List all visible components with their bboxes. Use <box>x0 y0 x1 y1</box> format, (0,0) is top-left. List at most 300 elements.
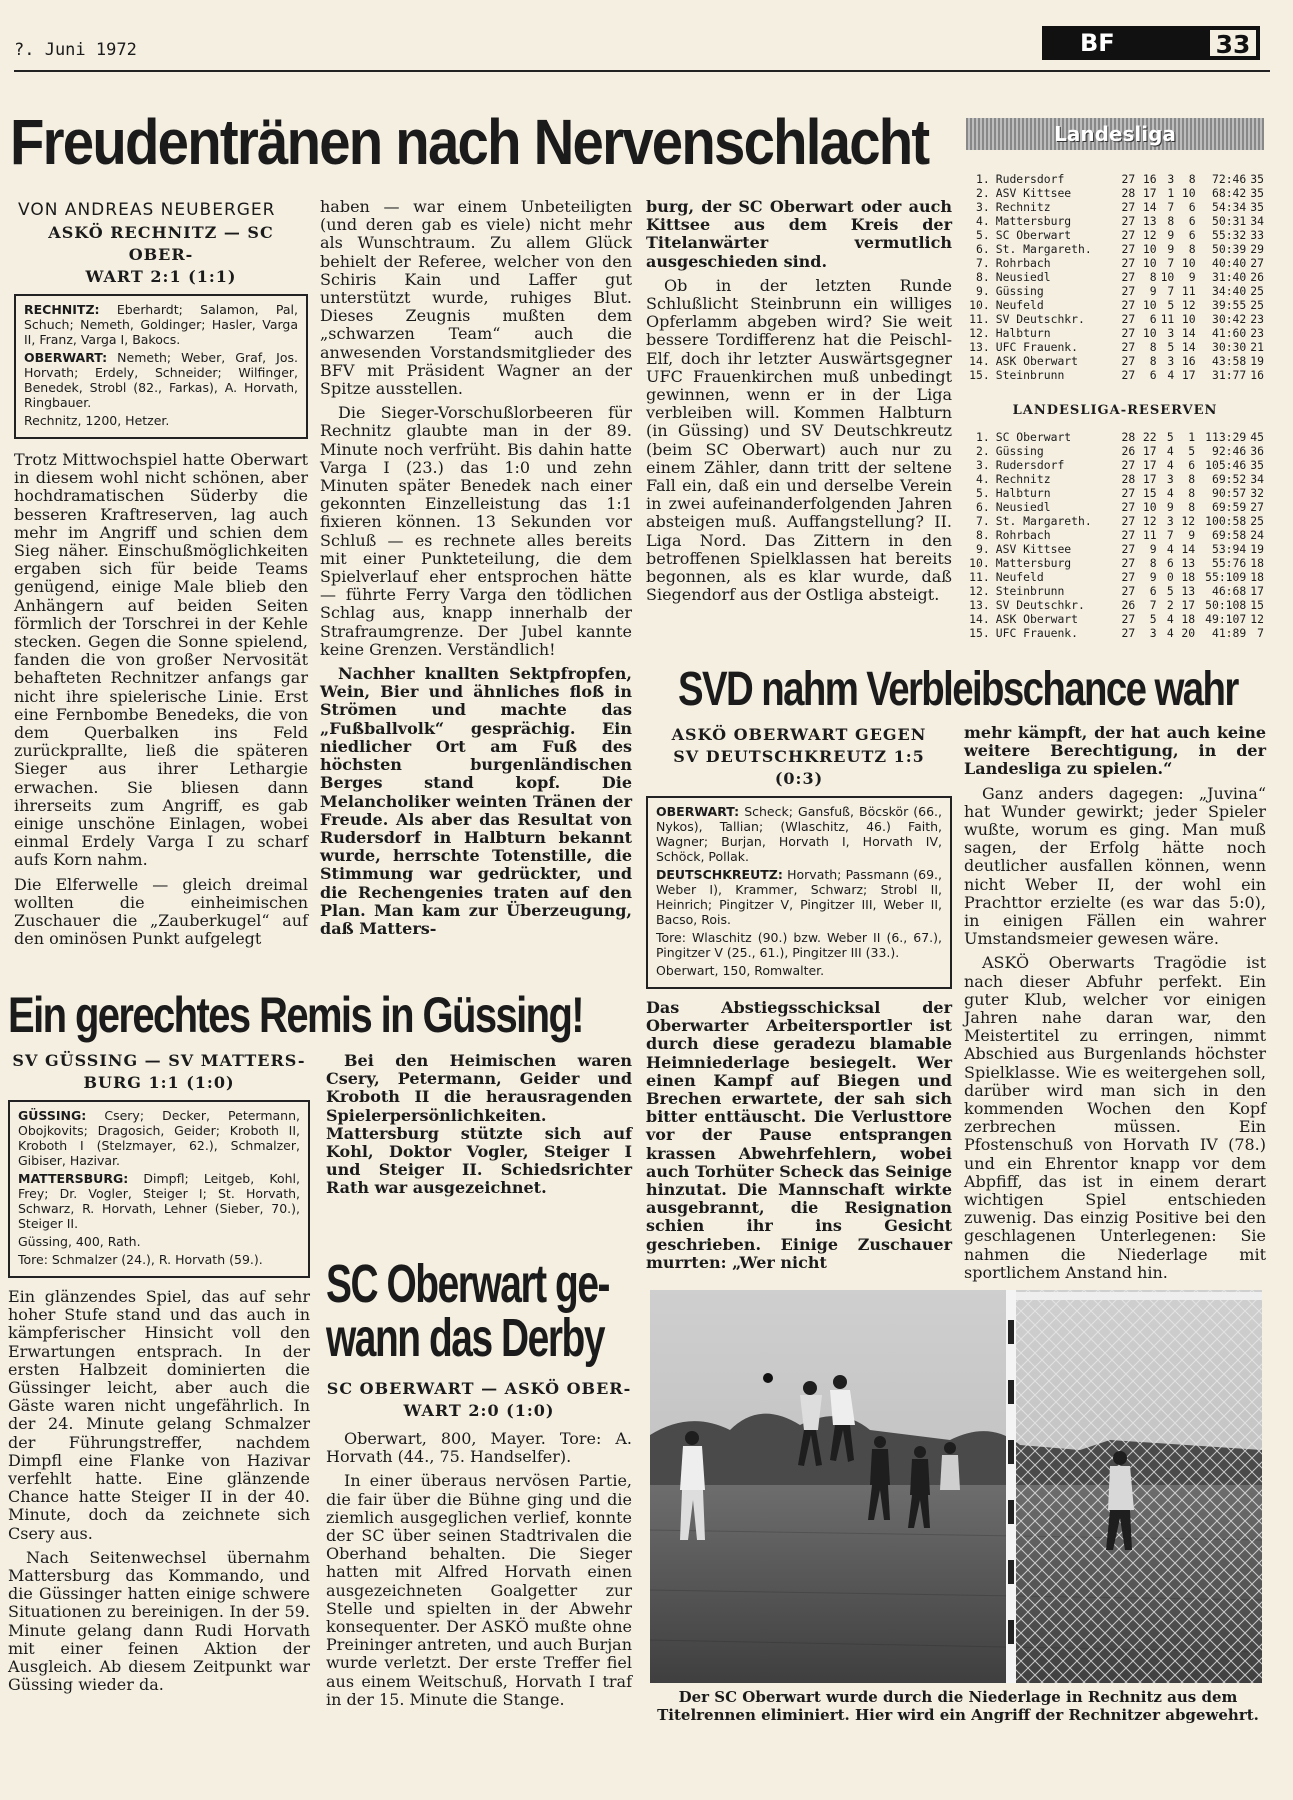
goals-cell: 40:40 <box>1211 256 1247 270</box>
goals-cell: 50:31 <box>1211 214 1247 228</box>
games-cell: 27 <box>1121 528 1136 542</box>
paragraph: Ganz anders dagegen: „Juvina“ hat Wunder gewirkt; jeder Spieler wußte, worum es ging. Man muß sagen, der Erfolg hätte noch deutlicher ausfallen können, wenn nicht Weber II, der wohl ein Prachttor erzielte (es war das 5:0), in einigen Fällen ein wahrer Umstandsmeier gewesen wäre. <box>964 783 1266 949</box>
standings-row <box>966 528 1264 542</box>
standings-row <box>966 354 1264 368</box>
goals-cell: 39:55 <box>1211 298 1247 312</box>
points-cell: 35 <box>1250 186 1264 200</box>
points-cell: 35 <box>1250 458 1264 472</box>
rank-cell: 6. <box>976 500 990 514</box>
points-cell: 34 <box>1250 214 1264 228</box>
paragraph: burg, der SC Oberwart oder auch Kittsee aus dem Kreis der Titelanwärter vermutlich ausgeschieden sind. <box>646 197 952 271</box>
standings-row <box>966 368 1264 382</box>
article1-col3 <box>646 198 952 610</box>
headline-guessing: Ein gerechtes Remis in Güssing! <box>8 987 584 1043</box>
draws-cell: 5 <box>1166 430 1174 444</box>
wins-cell: 7 <box>1149 598 1157 612</box>
games-cell: 27 <box>1121 270 1136 284</box>
points-cell: 45 <box>1250 430 1264 444</box>
byline: VON ANDREAS NEUBERGER <box>18 200 276 220</box>
team-cell: UFC Frauenk. <box>995 626 1079 640</box>
goals-cell: 43:58 <box>1211 354 1247 368</box>
standings-row <box>966 430 1264 444</box>
wins-cell: 6 <box>1149 584 1157 598</box>
games-cell: 27 <box>1121 556 1136 570</box>
points-cell: 17 <box>1250 584 1264 598</box>
standings-row <box>966 256 1264 270</box>
standings-row <box>966 626 1264 640</box>
match-line: ASKÖ RECHNITZ — SC OBER- <box>48 223 274 264</box>
lineup-box <box>8 1100 310 1278</box>
team-cell: Mattersburg <box>995 556 1072 570</box>
team-cell: Rohrbach <box>995 256 1051 270</box>
rank-cell: 12. <box>969 326 990 340</box>
team-cell: Neufeld <box>995 298 1044 312</box>
rank-cell: 7. <box>976 514 990 528</box>
games-cell: 27 <box>1121 542 1136 556</box>
losses-cell: 1 <box>1188 430 1196 444</box>
draws-cell: 4 <box>1166 444 1174 458</box>
points-cell: 27 <box>1250 500 1264 514</box>
match-photo <box>650 1290 1262 1683</box>
standings-row <box>966 200 1264 214</box>
points-cell: 15 <box>1250 598 1264 612</box>
points-cell: 19 <box>1250 542 1264 556</box>
losses-cell: 13 <box>1181 556 1196 570</box>
lineup-text: Horvath; Passmann (69., Weber I), Krammer, Schwarz; Strobl II, Heinrich; Pingitzer V, Pingitzer III, Weber II, Bacso, Rois. <box>656 867 942 927</box>
losses-cell: 9 <box>1188 528 1196 542</box>
wins-cell: 10 <box>1142 298 1157 312</box>
points-cell: 25 <box>1250 514 1264 528</box>
losses-cell: 6 <box>1188 458 1196 472</box>
article1-col1 <box>14 200 308 954</box>
team-cell: Halbturn <box>995 326 1051 340</box>
rank-cell: 11. <box>969 312 990 326</box>
points-cell: 21 <box>1250 340 1264 354</box>
draws-cell: 2 <box>1166 598 1174 612</box>
games-cell: 27 <box>1121 214 1136 228</box>
games-cell: 26 <box>1121 444 1136 458</box>
wins-cell: 8 <box>1149 340 1157 354</box>
points-cell: 23 <box>1250 312 1264 326</box>
draws-cell: 0 <box>1166 570 1174 584</box>
paragraph: haben — war einem Unbeteiligten (und deren gab es viele) nicht mehr als Wunschtraum. Zu allem Glück behielt der Referee, welcher von den Schiris Kain und Laffer gut unterstützt wurde, ruhiges Blut. Dieses Zeugnis mußten dem „schwarzen Team“ auch die anwesenden Vorstandsmitglieder des BFV mit Präsident Wagner an der Spitze ausstellen. <box>320 197 632 399</box>
points-cell: 34 <box>1250 472 1264 486</box>
losses-cell: 6 <box>1188 214 1196 228</box>
points-cell: 23 <box>1250 326 1264 340</box>
draws-cell: 4 <box>1166 542 1174 556</box>
goals-cell: 55:76 <box>1211 556 1247 570</box>
games-cell: 27 <box>1121 458 1136 472</box>
wins-cell: 12 <box>1142 228 1157 242</box>
games-cell: 27 <box>1121 172 1136 186</box>
points-cell: 33 <box>1250 228 1264 242</box>
rank-cell: 9. <box>976 284 990 298</box>
games-cell: 27 <box>1121 500 1136 514</box>
games-cell: 27 <box>1121 326 1136 340</box>
reserves-table <box>966 430 1264 640</box>
goals-cell: 46:68 <box>1211 584 1247 598</box>
section-label-box <box>1042 26 1260 60</box>
lineup-text: Dimpfl; Leitgeb, Kohl, Frey; Dr. Vogler, Steiger I; St. Horvath, Schwarz, R. Horvath, Lehner (Sieber, 70.), Steiger II. <box>18 1171 300 1231</box>
team-cell: Rohrbach <box>995 528 1051 542</box>
goals-cell: 31:40 <box>1211 270 1247 284</box>
wins-cell: 14 <box>1142 200 1157 214</box>
losses-cell: 8 <box>1188 500 1196 514</box>
goals-cell: 34:40 <box>1211 284 1247 298</box>
rank-cell: 14. <box>969 354 990 368</box>
draws-cell: 7 <box>1167 256 1175 270</box>
wins-cell: 8 <box>1149 270 1157 284</box>
points-cell: 35 <box>1250 200 1264 214</box>
paragraph: Die Sieger-Vorschußlorbeeren für Rechnitz glaubte man in der 89. Minute noch verfrüht. Bis dahin hatte Varga I (23.) das 1:0 und zehn Minuten später Benedek nach einer gekonnten Einzelleistung das 1:1 fixieren können. 13 Sekunden vor Schluß — es rechnete alles bereits mit einer Punkteteilung, die dem Spielverlauf eher entsprochen hätte — führte Ferry Varga den tödlichen Schlag aus, knapp innerhalb der Strafraumgrenze. Der Jubel kannte keine Grenzen. Verständlich! <box>320 403 632 659</box>
team-cell: SV Deutschkr. <box>995 598 1085 612</box>
wins-cell: 11 <box>1142 528 1157 542</box>
rank-cell: 10. <box>969 298 990 312</box>
losses-cell: 10 <box>1181 186 1196 200</box>
wins-cell: 3 <box>1149 626 1157 640</box>
rank-cell: 12. <box>969 584 990 598</box>
team-cell: Steinbrunn <box>995 368 1065 382</box>
draws-cell: 3 <box>1167 326 1175 340</box>
points-cell: 12 <box>1250 612 1264 626</box>
standings-title-bar <box>966 118 1264 150</box>
article2-col2 <box>964 724 1266 1288</box>
goal-scorers: Tore: Schmalzer (24.), R. Horvath (59.). <box>18 1252 263 1267</box>
team-cell: Rudersdorf <box>995 172 1065 186</box>
headline-line: wann das Derby <box>326 1308 605 1368</box>
goals-cell: 105:46 <box>1205 458 1247 472</box>
rank-cell: 15. <box>969 368 990 382</box>
wins-cell: 9 <box>1149 284 1157 298</box>
games-cell: 27 <box>1121 242 1136 256</box>
games-cell: 27 <box>1121 312 1136 326</box>
standings-row <box>966 444 1264 458</box>
standings-row <box>966 242 1264 256</box>
losses-cell: 6 <box>1188 228 1196 242</box>
wins-cell: 9 <box>1149 542 1157 556</box>
match-line: SC OBERWART — ASKÖ OBER- <box>326 1379 632 1398</box>
standings-row <box>966 584 1264 598</box>
rank-cell: 4. <box>976 472 990 486</box>
losses-cell: 8 <box>1188 172 1196 186</box>
goals-cell: 113:29 <box>1205 430 1247 444</box>
issue-date: ?. Juni 1972 <box>14 40 137 60</box>
games-cell: 27 <box>1121 514 1136 528</box>
draws-cell: 1 <box>1167 186 1175 200</box>
goals-cell: 53:94 <box>1211 542 1247 556</box>
draws-cell: 4 <box>1166 612 1174 626</box>
standings-row <box>966 340 1264 354</box>
article4-col <box>326 1378 632 1715</box>
draws-cell: 5 <box>1167 298 1175 312</box>
standings-row <box>966 486 1264 500</box>
photo-caption: Der SC Oberwart wurde durch die Niederlage in Rechnitz aus dem Titelrennen eliminiert. Hier wird ein Angriff der Rechnitzer abgewehrt. <box>657 1688 1259 1724</box>
goals-cell: 31:77 <box>1211 368 1247 382</box>
team-cell: Mattersburg <box>995 214 1072 228</box>
rank-cell: 8. <box>976 528 990 542</box>
games-cell: 28 <box>1121 186 1136 200</box>
team-cell: Halbturn <box>995 486 1051 500</box>
draws-cell: 10 <box>1160 270 1175 284</box>
team-label: DEUTSCHKREUTZ: <box>656 867 783 882</box>
games-cell: 26 <box>1121 598 1136 612</box>
points-cell: 26 <box>1250 270 1264 284</box>
points-cell: 19 <box>1250 354 1264 368</box>
draws-cell: 5 <box>1166 584 1174 598</box>
match-info: Rechnitz, 1200, Hetzer. <box>24 413 170 428</box>
losses-cell: 13 <box>1181 584 1196 598</box>
wins-cell: 16 <box>1142 172 1157 186</box>
goals-cell: 68:42 <box>1211 186 1247 200</box>
team-cell: Neusiedl <box>995 500 1051 514</box>
rank-cell: 7. <box>976 256 990 270</box>
games-cell: 27 <box>1121 612 1136 626</box>
draws-cell: 6 <box>1166 556 1174 570</box>
standings-row <box>966 270 1264 284</box>
losses-cell: 11 <box>1181 284 1196 298</box>
wins-cell: 17 <box>1142 458 1157 472</box>
games-cell: 27 <box>1121 284 1136 298</box>
losses-cell: 8 <box>1188 472 1196 486</box>
points-cell: 18 <box>1250 570 1264 584</box>
standings-row <box>966 458 1264 472</box>
draws-cell: 4 <box>1167 368 1175 382</box>
draws-cell: 7 <box>1167 284 1175 298</box>
match-line: ASKÖ OBERWART GEGEN <box>671 725 927 744</box>
goals-cell: 100:58 <box>1205 514 1247 528</box>
goals-cell: 69:52 <box>1211 472 1247 486</box>
standings-row <box>966 556 1264 570</box>
goals-cell: 41:89 <box>1211 626 1247 640</box>
games-cell: 27 <box>1121 486 1136 500</box>
article-body <box>8 1288 310 1694</box>
wins-cell: 10 <box>1142 242 1157 256</box>
standings-row <box>966 514 1264 528</box>
goal-scorers: Tore: Wlaschitz (90.) bzw. Weber II (6., 67.), Pingitzer V (25., 61.), Pingitzer III (33.). <box>656 930 942 960</box>
losses-cell: 10 <box>1181 256 1196 270</box>
losses-cell: 14 <box>1181 340 1196 354</box>
header-rule <box>14 70 1270 72</box>
wins-cell: 15 <box>1142 486 1157 500</box>
lineup-text: Scheck; Gansfuß, Böcskör (66., Nykos), Tallian; (Wlaschitz, 46.) Faith, Wagner; Burjan, Horvath I, Horvath IV, Schöck, Pollak. <box>656 804 943 864</box>
paragraph: Nach Seitenwechsel übernahm Mattersburg das Kommando, und die Güssinger hatten einige schwere Situationen zu bereinigen. In der 59. Minute gelang dann Rudi Horvath mit einer feinen Aktion der Ausgleich. Ab diesem Zeitpunkt war Güssing wieder da. <box>8 1547 310 1695</box>
draws-cell: 4 <box>1166 486 1174 500</box>
standings-row <box>966 570 1264 584</box>
rank-cell: 1. <box>976 172 990 186</box>
losses-cell: 10 <box>1181 312 1196 326</box>
rank-cell: 3. <box>976 458 990 472</box>
points-cell: 18 <box>1250 556 1264 570</box>
losses-cell: 17 <box>1181 598 1196 612</box>
rank-cell: 13. <box>969 598 990 612</box>
match-line: SV GÜSSING — SV MATTERS- <box>12 1051 306 1070</box>
wins-cell: 8 <box>1149 556 1157 570</box>
paragraph: ASKÖ Oberwarts Tragödie ist nach dieser Abfuhr perfekt. Ein guter Klub, welcher vor einigen Jahren nahe daran war, den Meistertitel zu erringen, nimmt Abschied aus Burgenlands höchster Spielklasse. Wie es weitergehen soll, darüber wird man sich in den kommenden Wochen den Kopf zerbrechen müssen. Ein Pfostenschuß von Horvath IV (78.) und ein Ehrentor knapp vor dem Abpfiff, das ist in einem derart wichtigen Spiel entschieden zuwenig. Das einzig Positive bei den geschlagenen Unterlegenen: Sie nahmen die Niederlage mit sportlichem Anstand hin. <box>964 953 1266 1282</box>
match-info: Güssing, 400, Rath. <box>18 1234 141 1249</box>
rank-cell: 10. <box>969 556 990 570</box>
rank-cell: 2. <box>976 444 990 458</box>
goals-cell: 49:107 <box>1205 612 1247 626</box>
wins-cell: 17 <box>1142 472 1157 486</box>
standings-row <box>966 598 1264 612</box>
draws-cell: 7 <box>1167 200 1175 214</box>
article3-col1 <box>8 1050 310 1700</box>
wins-cell: 5 <box>1149 612 1157 626</box>
lineup-box <box>14 294 308 439</box>
team-label: RECHNITZ: <box>24 302 100 317</box>
goals-cell: 90:57 <box>1211 486 1247 500</box>
wins-cell: 13 <box>1142 214 1157 228</box>
team-cell: Rudersdorf <box>995 458 1065 472</box>
wins-cell: 17 <box>1142 444 1157 458</box>
wins-cell: 6 <box>1149 312 1157 326</box>
team-cell: UFC Frauenk. <box>995 340 1079 354</box>
section-label: BF <box>1080 29 1115 57</box>
article3-col2 <box>326 1052 632 1204</box>
rank-cell: 1. <box>976 430 990 444</box>
match-info: Oberwart, 150, Romwalter. <box>656 963 825 978</box>
losses-cell: 8 <box>1188 486 1196 500</box>
rank-cell: 6. <box>976 242 990 256</box>
losses-cell: 5 <box>1188 444 1196 458</box>
draws-cell: 5 <box>1167 340 1175 354</box>
standings-row <box>966 542 1264 556</box>
standings-row <box>966 312 1264 326</box>
draws-cell: 4 <box>1166 626 1174 640</box>
games-cell: 28 <box>1121 430 1136 444</box>
goals-cell: 55:109 <box>1205 570 1247 584</box>
games-cell: 27 <box>1121 340 1136 354</box>
draws-cell: 4 <box>1166 458 1174 472</box>
goals-cell: 50:108 <box>1205 598 1247 612</box>
points-cell: 36 <box>1250 444 1264 458</box>
team-cell: St. Margareth. <box>995 242 1092 256</box>
losses-cell: 8 <box>1188 242 1196 256</box>
points-cell: 24 <box>1250 528 1264 542</box>
headline-svd: SVD nahm Verbleibschance wahr <box>678 663 1238 716</box>
goals-cell: 30:30 <box>1211 340 1247 354</box>
draws-cell: 3 <box>1167 172 1175 186</box>
football-photo-illustration <box>650 1290 1262 1683</box>
page-number: 33 <box>1208 28 1258 58</box>
standings-row <box>966 326 1264 340</box>
team-cell: Rechnitz <box>995 472 1051 486</box>
wins-cell: 10 <box>1142 500 1157 514</box>
paragraph: Trotz Mittwochspiel hatte Oberwart in diesem wohl nicht schönen, aber hochdramatischen Süderby die besseren Kraftreserven, lag auch mehr im Angriff und schien dem Sieg näher. Einschußmöglichkeiten ergaben sich für beide Teams genügend, einige Male blieb den Anhängern auf beiden Seiten förmlich der Torschrei in der Kehle stecken. Gegen die Sonne spielend, fanden die von großer Nervosität behafteten Rechnitzer anfangs gar nicht ihre spielerische Linie. Erst eine Fernbombe Benedeks, die von dem Querbalken ins Feld zurückprallte, ließ die späteren Sieger aus ihrer Lethargie erwachen. Sie bliesen dann ihrerseits zum Angriff, es gab einige unschöne Einlagen, wobei einmal Erdely Varga I zu scharf aufs Korn nahm. <box>14 450 308 870</box>
team-cell: St. Margareth. <box>995 514 1092 528</box>
games-cell: 27 <box>1121 228 1136 242</box>
points-cell: 27 <box>1250 256 1264 270</box>
points-cell: 25 <box>1250 298 1264 312</box>
team-cell: Neusiedl <box>995 270 1051 284</box>
standings-row <box>966 186 1264 200</box>
rank-cell: 5. <box>976 228 990 242</box>
article1-col2 <box>320 198 632 944</box>
team-label: OBERWART: <box>656 804 740 819</box>
goals-cell: 72:46 <box>1211 172 1247 186</box>
team-label: GÜSSING: <box>18 1108 87 1123</box>
losses-cell: 18 <box>1181 570 1196 584</box>
losses-cell: 16 <box>1181 354 1196 368</box>
standings-row <box>966 172 1264 186</box>
rank-cell: 11. <box>969 570 990 584</box>
draws-cell: 3 <box>1166 514 1174 528</box>
games-cell: 27 <box>1121 584 1136 598</box>
standings-row <box>966 472 1264 486</box>
draws-cell: 3 <box>1166 472 1174 486</box>
wins-cell: 12 <box>1142 514 1157 528</box>
standings-row <box>966 214 1264 228</box>
standings-row <box>966 284 1264 298</box>
rank-cell: 15. <box>969 626 990 640</box>
draws-cell: 3 <box>1167 354 1175 368</box>
points-cell: 25 <box>1250 284 1264 298</box>
standings-row <box>966 612 1264 626</box>
standings-row <box>966 500 1264 514</box>
paragraph: Bei den Heimischen waren Csery, Petermann, Geider und Kroboth II die herausragenden Spielerpersönlichkeiten. Mattersburg stützte sich auf Kohl, Doktor Vogler, Steiger I und Steiger II. Schiedsrichter Rath war ausgezeichnet. <box>326 1051 632 1198</box>
standings-title: Landesliga <box>1054 122 1176 146</box>
team-cell: ASK Oberwart <box>995 354 1079 368</box>
games-cell: 27 <box>1121 570 1136 584</box>
reserves-title: LANDESLIGA-RESERVEN <box>1012 403 1218 418</box>
losses-cell: 18 <box>1181 612 1196 626</box>
losses-cell: 12 <box>1181 298 1196 312</box>
rank-cell: 3. <box>976 200 990 214</box>
points-cell: 7 <box>1257 626 1264 640</box>
article-body <box>326 1430 632 1709</box>
rank-cell: 4. <box>976 214 990 228</box>
match-line: WART 2:1 (1:1) <box>85 267 237 286</box>
losses-cell: 12 <box>1181 514 1196 528</box>
wins-cell: 9 <box>1149 570 1157 584</box>
draws-cell: 8 <box>1167 214 1175 228</box>
paragraph: Die Elferwelle — gleich dreimal wollten die einheimischen Zuschauer die „Zauberkugel“ auf den ominösen Punkt aufgelegt <box>14 874 308 949</box>
team-cell: ASV Kittsee <box>995 542 1072 556</box>
headline-line: SC Oberwart ge- <box>326 1254 610 1314</box>
article-body <box>646 999 952 1272</box>
goals-cell: 92:46 <box>1211 444 1247 458</box>
team-cell: SC Oberwart <box>995 430 1072 444</box>
draws-cell: 11 <box>1160 312 1175 326</box>
games-cell: 27 <box>1121 626 1136 640</box>
rank-cell: 2. <box>976 186 990 200</box>
lineup-text: Nemeth; Weber, Graf, Jos. Horvath; Erdely, Schneider; Wilfinger, Benedek, Strobl (82., Farkas), A. Horvath, Ringbauer. <box>24 350 298 410</box>
team-cell: Rechnitz <box>995 200 1051 214</box>
goals-cell: 30:42 <box>1211 312 1247 326</box>
losses-cell: 14 <box>1181 326 1196 340</box>
match-line: SV DEUTSCHKREUTZ 1:5 (0:3) <box>673 747 925 788</box>
team-cell: Steinbrunn <box>995 584 1065 598</box>
paragraph: Ob in der letzten Runde Schlußlicht Steinbrunn ein williges Opferlamm abgeben wird? Sie weit bessere Tordifferenz hat die Peischl-Elf, doch ihr letzter Auswärtsgegner UFC Frauenkirchen muß unbedingt gewinnen, wenn er in der Liga verbleiben will. Kommen Halbturn (in Güssing) und SV Deutschkreutz (beim SC Oberwart) auch nur zu einem Zähler, dann tritt der seltene Fall ein, daß ein und derselbe Verein in zwei aufeinanderfolgenden Jahren absteigen muß. Auffangstellung? II. Liga Nord. Das Zittern in den betroffenen Spielklassen hat bereits begonnen, als es klar wurde, daß Siegendorf aus der Ostliga absteigt. <box>646 275 952 605</box>
team-cell: ASV Kittsee <box>995 186 1072 200</box>
goals-cell: 41:60 <box>1211 326 1247 340</box>
article-body <box>14 451 308 948</box>
losses-cell: 14 <box>1181 542 1196 556</box>
rank-cell: 8. <box>976 270 990 284</box>
points-cell: 35 <box>1250 172 1264 186</box>
team-label: OBERWART: <box>24 350 108 365</box>
team-cell: ASK Oberwart <box>995 612 1079 626</box>
goals-cell: 69:59 <box>1211 500 1247 514</box>
goals-cell: 54:34 <box>1211 200 1247 214</box>
team-cell: SV Deutschkr. <box>995 312 1085 326</box>
games-cell: 27 <box>1121 354 1136 368</box>
rank-cell: 13. <box>969 340 990 354</box>
team-cell: Neufeld <box>995 570 1044 584</box>
headline-derby <box>326 1254 610 1368</box>
games-cell: 28 <box>1121 472 1136 486</box>
wins-cell: 10 <box>1142 256 1157 270</box>
